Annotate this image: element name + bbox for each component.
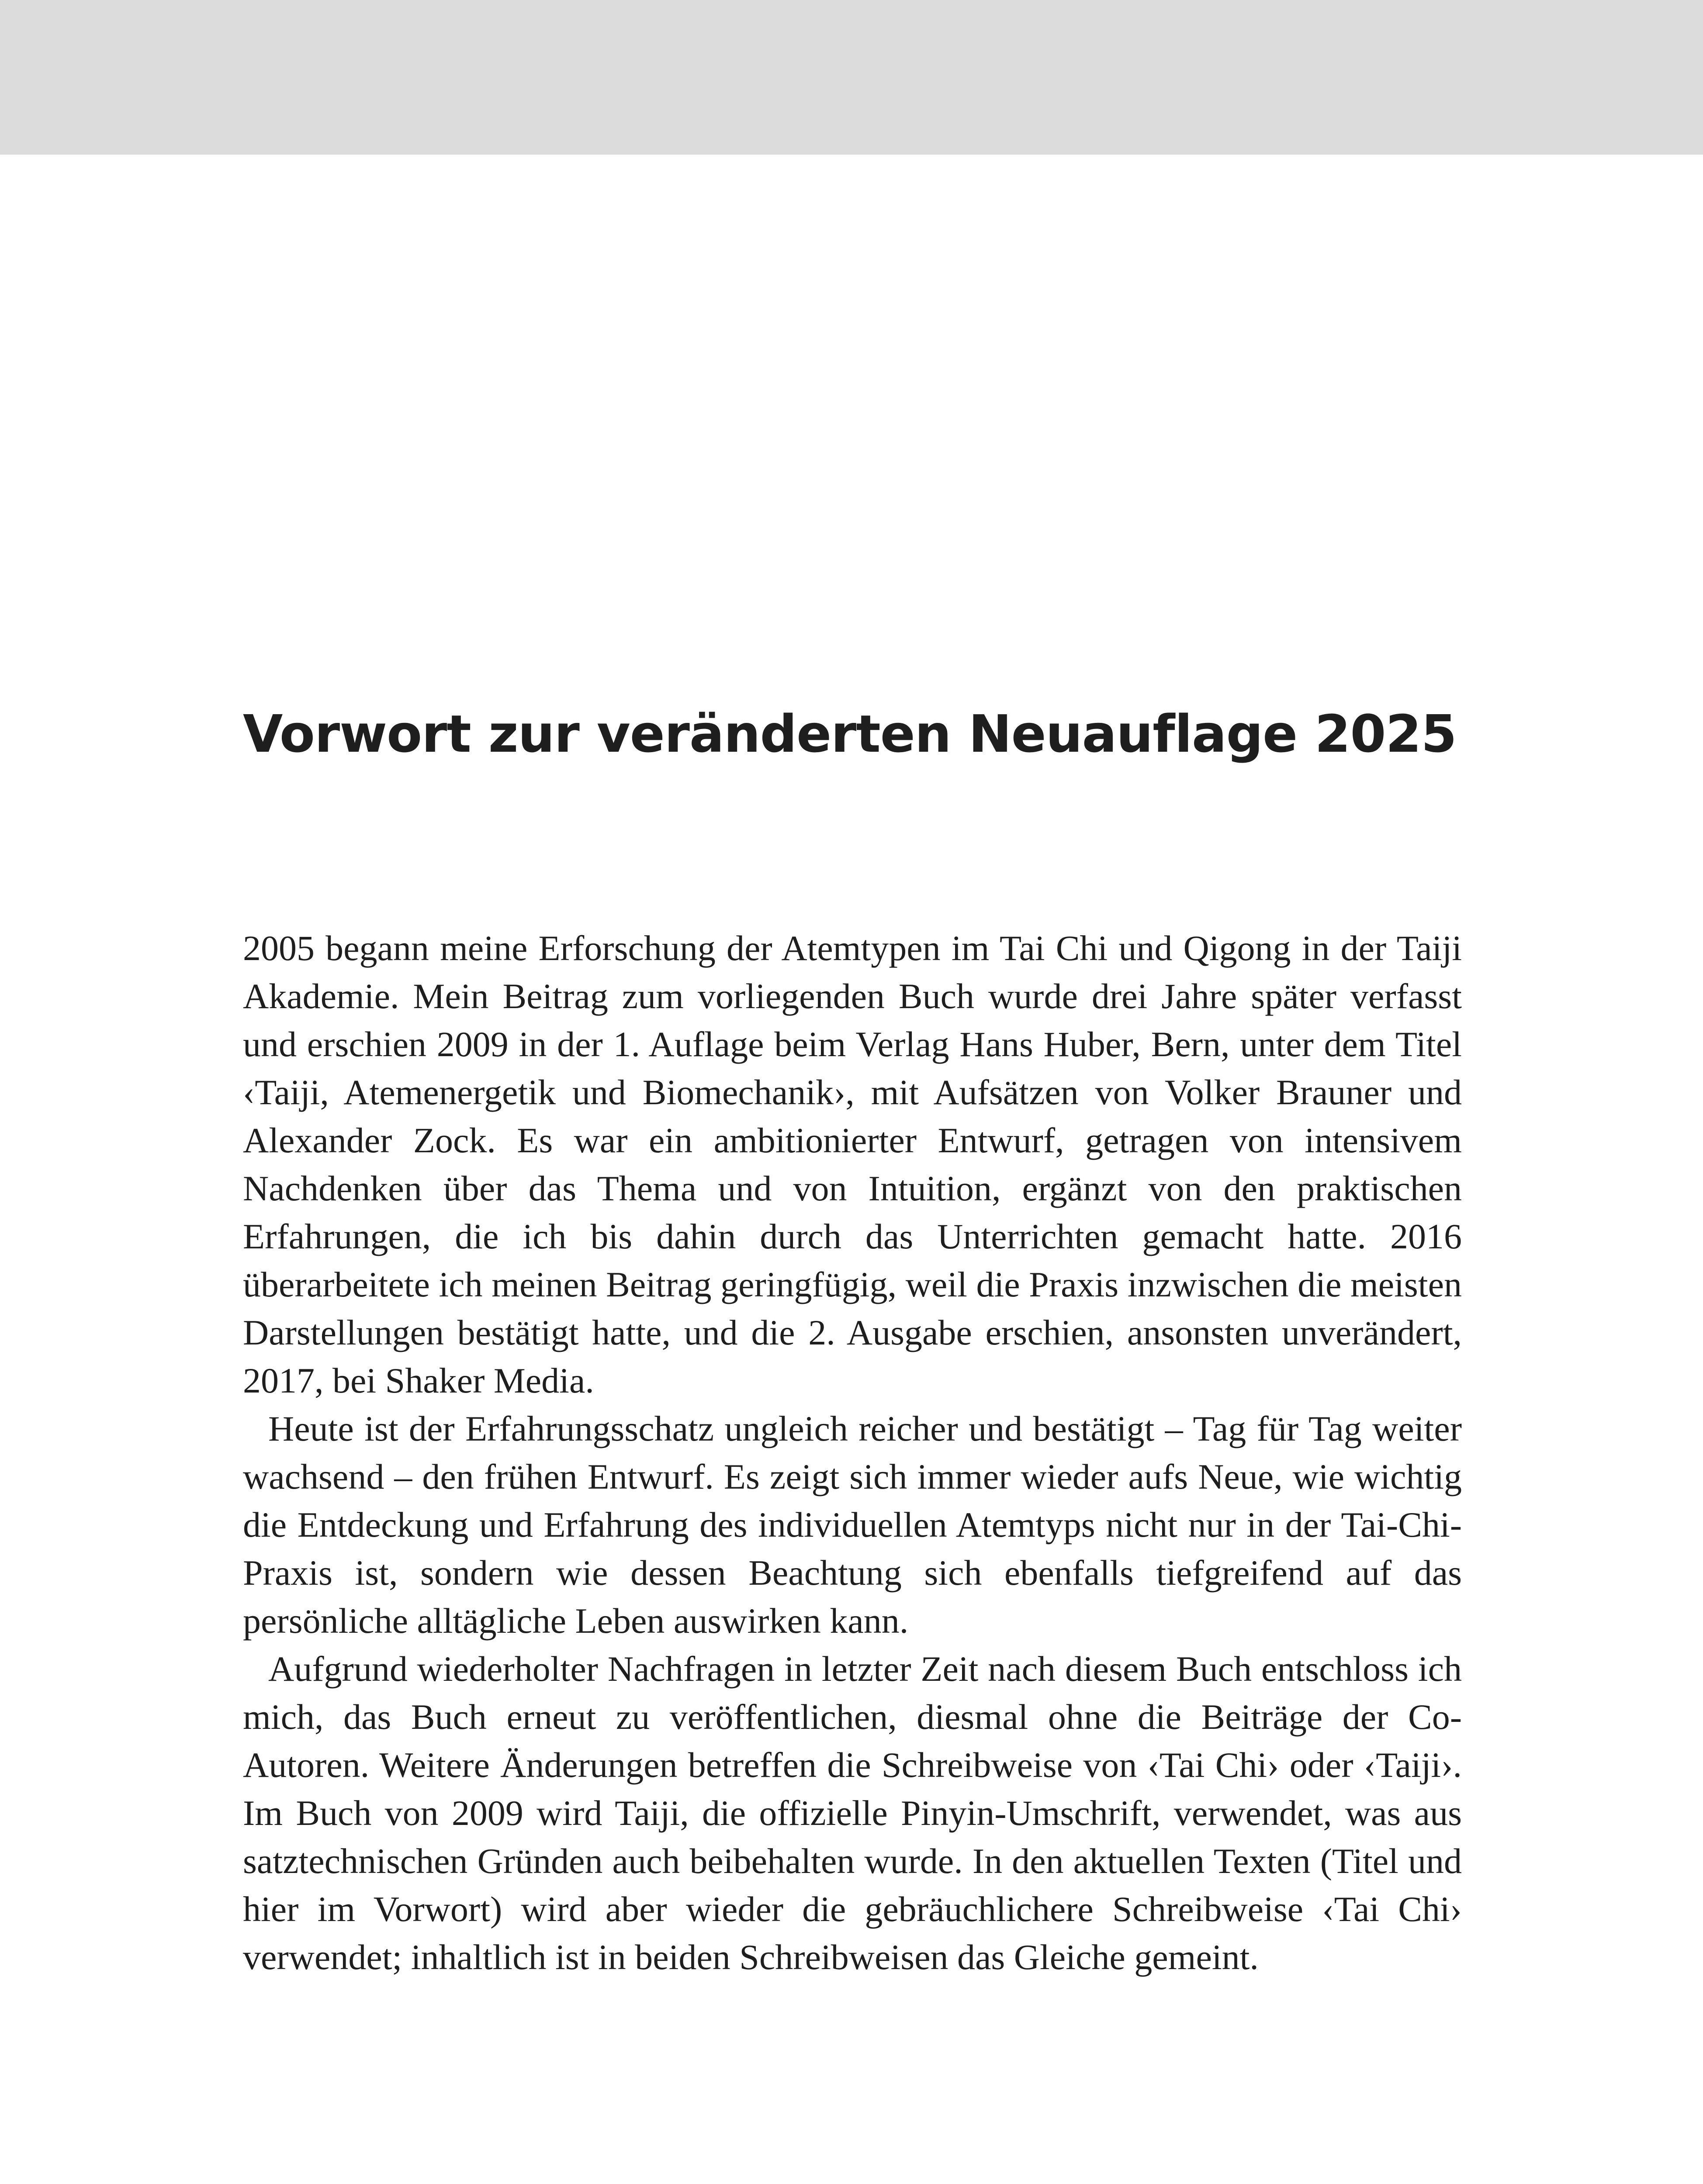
paragraph-3: Aufgrund wiederholter Nachfragen in letzter Zeit nach diesem Buch entschloss ich mich, das Buch erneut zu veröffentlichen, diesmal ohne die Beiträge der Co-Autoren. Weitere Änderungen betreffen die Schreibweise von ‹Tai Chi› oder ‹Taiji›. Im Buch von 2009 wird Taiji, die offizielle Pinyin-Umschrift, verwendet, was aus satztechnischen Gründen auch beibehalten wurde. In den aktuellen Texten (Titel und hier im Vorwort) wird aber wieder die gebräuchlichere Schreibweise ‹Tai Chi› verwendet; inhaltlich ist in beiden Schreibweisen das Gleiche gemeint.: [243, 1649, 1462, 1977]
paragraph-2: Heute ist der Erfahrungsschatz ungleich reicher und bestätigt – Tag für Tag weiter wachsend – den frühen Entwurf. Es zeigt sich immer wieder aufs Neue, wie wichtig die Entdeckung und Erfahrung des individuellen Atemtyps nicht nur in der Tai-Chi-Praxis ist, sondern wie dessen Beachtung sich ebenfalls tiefgreifend auf das persönliche alltägliche Leben auswirken kann.: [243, 1409, 1462, 1641]
page-title: Vorwort zur veränderten Neuauflage 2025: [243, 704, 1457, 764]
top-gray-band: [0, 0, 1703, 155]
body-text: [243, 924, 1462, 1981]
paragraph-1: 2005 begann meine Erforschung der Atemtypen im Tai Chi und Qigong in der Taiji Akademie. Mein Beitrag zum vorliegenden Buch wurde drei Jahre später verfasst und erschien 2009 in der 1. Auflage beim Verlag Hans Huber, Bern, unter dem Titel ‹Taiji, Atemenergetik und Biomechanik›, mit Aufsätzen von Volker Brauner und Alexander Zock. Es war ein ambitionierter Entwurf, getragen von intensivem Nachdenken über das Thema und von Intuition, ergänzt von den praktischen Erfahrungen, die ich bis dahin durch das Unterrichten gemacht hatte. 2016 überarbeitete ich meinen Beitrag geringfügig, weil die Praxis inzwischen die meisten Darstellungen bestätigt hatte, und die 2. Ausgabe erschien, ansonsten unverändert, 2017, bei Shaker Media.: [243, 928, 1462, 1400]
